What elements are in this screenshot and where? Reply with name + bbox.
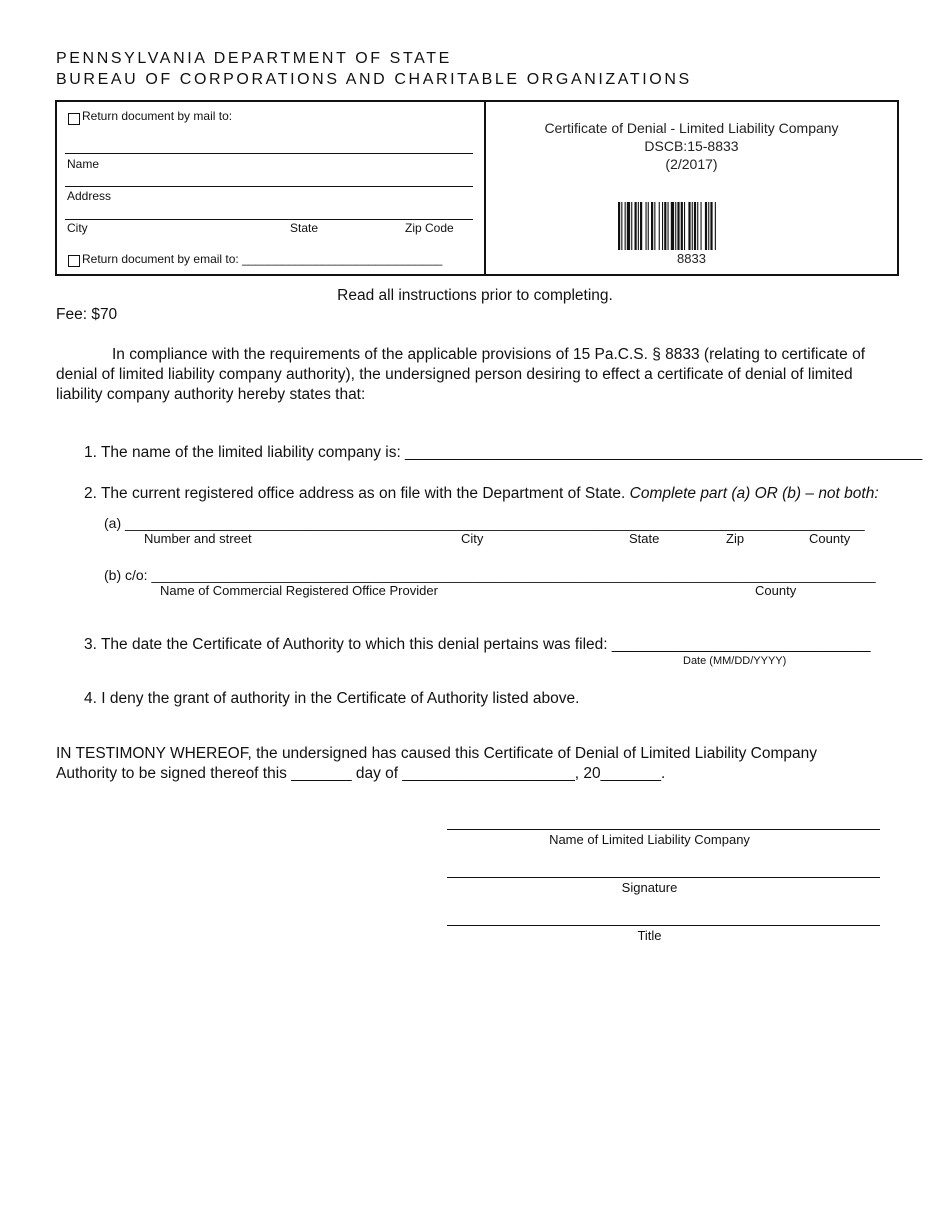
barcode-number: 8833 <box>677 251 706 266</box>
item-4-denial-statement: 4. I deny the grant of authority in the Certificate of Authority listed above. <box>84 690 580 707</box>
barcode-bar <box>675 202 676 250</box>
barcode-bar <box>651 202 653 250</box>
testimony-line-1: IN TESTIMONY WHEREOF, the undersigned has caused this Certificate of Denial of Limited Liability Company <box>56 745 817 762</box>
barcode-bar <box>684 202 685 250</box>
barcode-bar <box>677 202 679 250</box>
barcode-bar <box>688 202 690 250</box>
company-name-caption: Name of Limited Liability Company <box>549 832 750 847</box>
barcode-bar <box>654 202 655 250</box>
return-by-email-label: Return document by email to: ______________________________ <box>82 252 443 266</box>
barcode-bar <box>621 202 622 250</box>
barcode-bar <box>694 202 696 250</box>
barcode-bar <box>635 202 637 250</box>
zip-code-label: Zip Code <box>405 221 454 235</box>
barcode-bar <box>701 202 702 250</box>
testimony-line-2[interactable]: Authority to be signed thereof this _______ day of ____________________, 20_______. <box>56 765 666 782</box>
barcode-bar <box>705 202 707 250</box>
address-field[interactable] <box>65 219 473 220</box>
address-label: Address <box>67 189 112 203</box>
instructions-note: Read all instructions prior to completing. <box>337 287 613 304</box>
item-2-text: 2. The current registered office address as on file with the Department of State. <box>84 485 626 502</box>
item-2-office-address <box>84 484 879 504</box>
return-by-mail-label: Return document by mail to: <box>82 109 233 123</box>
part-b-county-caption: County <box>755 583 797 598</box>
company-name-field[interactable] <box>447 829 880 830</box>
barcode-bar <box>671 202 674 250</box>
barcode-bar <box>668 202 669 250</box>
barcode-bar <box>664 202 666 250</box>
barcode-bar <box>681 202 683 250</box>
signature-caption: Signature <box>621 880 678 895</box>
item-3-filing-date[interactable]: 3. The date the Certificate of Authority to which this denial pertains was filed: ______________________________ <box>84 636 871 653</box>
name-field[interactable] <box>65 186 473 187</box>
part-b-provider-caption: Name of Commercial Registered Office Provider <box>160 583 438 598</box>
barcode-bar <box>692 202 693 250</box>
barcode-bar <box>638 202 639 250</box>
form-info-panel <box>486 102 897 274</box>
barcode-image <box>618 202 754 250</box>
part-a-county-caption: County <box>809 531 851 546</box>
barcode-bar <box>648 202 649 250</box>
item-2-note: Complete part (a) OR (b) – not both: <box>629 485 879 502</box>
part-a-state-caption: State <box>629 531 660 546</box>
item-1-llc-name[interactable]: 1. The name of the limited liability company is: ____________________________________________________________ <box>84 444 923 461</box>
barcode-bar <box>662 202 663 250</box>
return-by-mail-checkbox[interactable] <box>68 113 80 125</box>
part-a-address-field[interactable]: (a) _______________________________________________________________________________________________ <box>104 515 865 531</box>
mail-line-1[interactable] <box>65 153 473 154</box>
barcode-bar <box>715 202 716 250</box>
form-date: (2/2017) <box>665 156 718 172</box>
part-a-zip-caption: Zip <box>726 531 745 546</box>
bureau-title: BUREAU OF CORPORATIONS AND CHARITABLE ORGANIZATIONS <box>56 71 692 88</box>
barcode-bar <box>710 202 712 250</box>
city-label: City <box>67 221 88 235</box>
department-title: PENNSYLVANIA DEPARTMENT OF STATE <box>56 50 452 67</box>
barcode-bar <box>627 202 630 250</box>
barcode-bar <box>640 202 642 250</box>
barcode-bar <box>618 202 620 250</box>
part-a-city-caption: City <box>461 531 484 546</box>
part-a-street-caption: Number and street <box>144 531 252 546</box>
form-code: DSCB:15-8833 <box>644 138 739 154</box>
barcode-bar <box>697 202 698 250</box>
part-b-provider-field[interactable]: (b) c/o: _____________________________________________________________________________________________ <box>104 567 876 583</box>
return-address-panel <box>57 102 486 274</box>
return-by-email-checkbox[interactable] <box>68 255 80 267</box>
state-label: State <box>290 221 319 235</box>
fee: Fee: $70 <box>56 306 118 323</box>
barcode-bar <box>659 202 660 250</box>
intro-paragraph: In compliance with the requirements of the applicable provisions of 15 Pa.C.S. § 8833 (relating to certificate of denial of limited liability company authority), the undersigned person desiring to effect a certificate of denial of limited liability company authority hereby states that: <box>56 346 866 403</box>
name-label: Name <box>67 157 100 171</box>
barcode-bar <box>646 202 647 250</box>
return-info-box <box>55 100 899 276</box>
barcode-bar <box>625 202 626 250</box>
title-caption: Title <box>637 928 662 943</box>
signature-field[interactable] <box>447 877 880 878</box>
item-3-date-caption: Date (MM/DD/YYYY) <box>683 655 787 667</box>
title-field[interactable] <box>447 925 880 926</box>
barcode-bar <box>631 202 632 250</box>
barcode-bar <box>708 202 709 250</box>
form-title: Certificate of Denial - Limited Liability Company <box>544 120 839 136</box>
